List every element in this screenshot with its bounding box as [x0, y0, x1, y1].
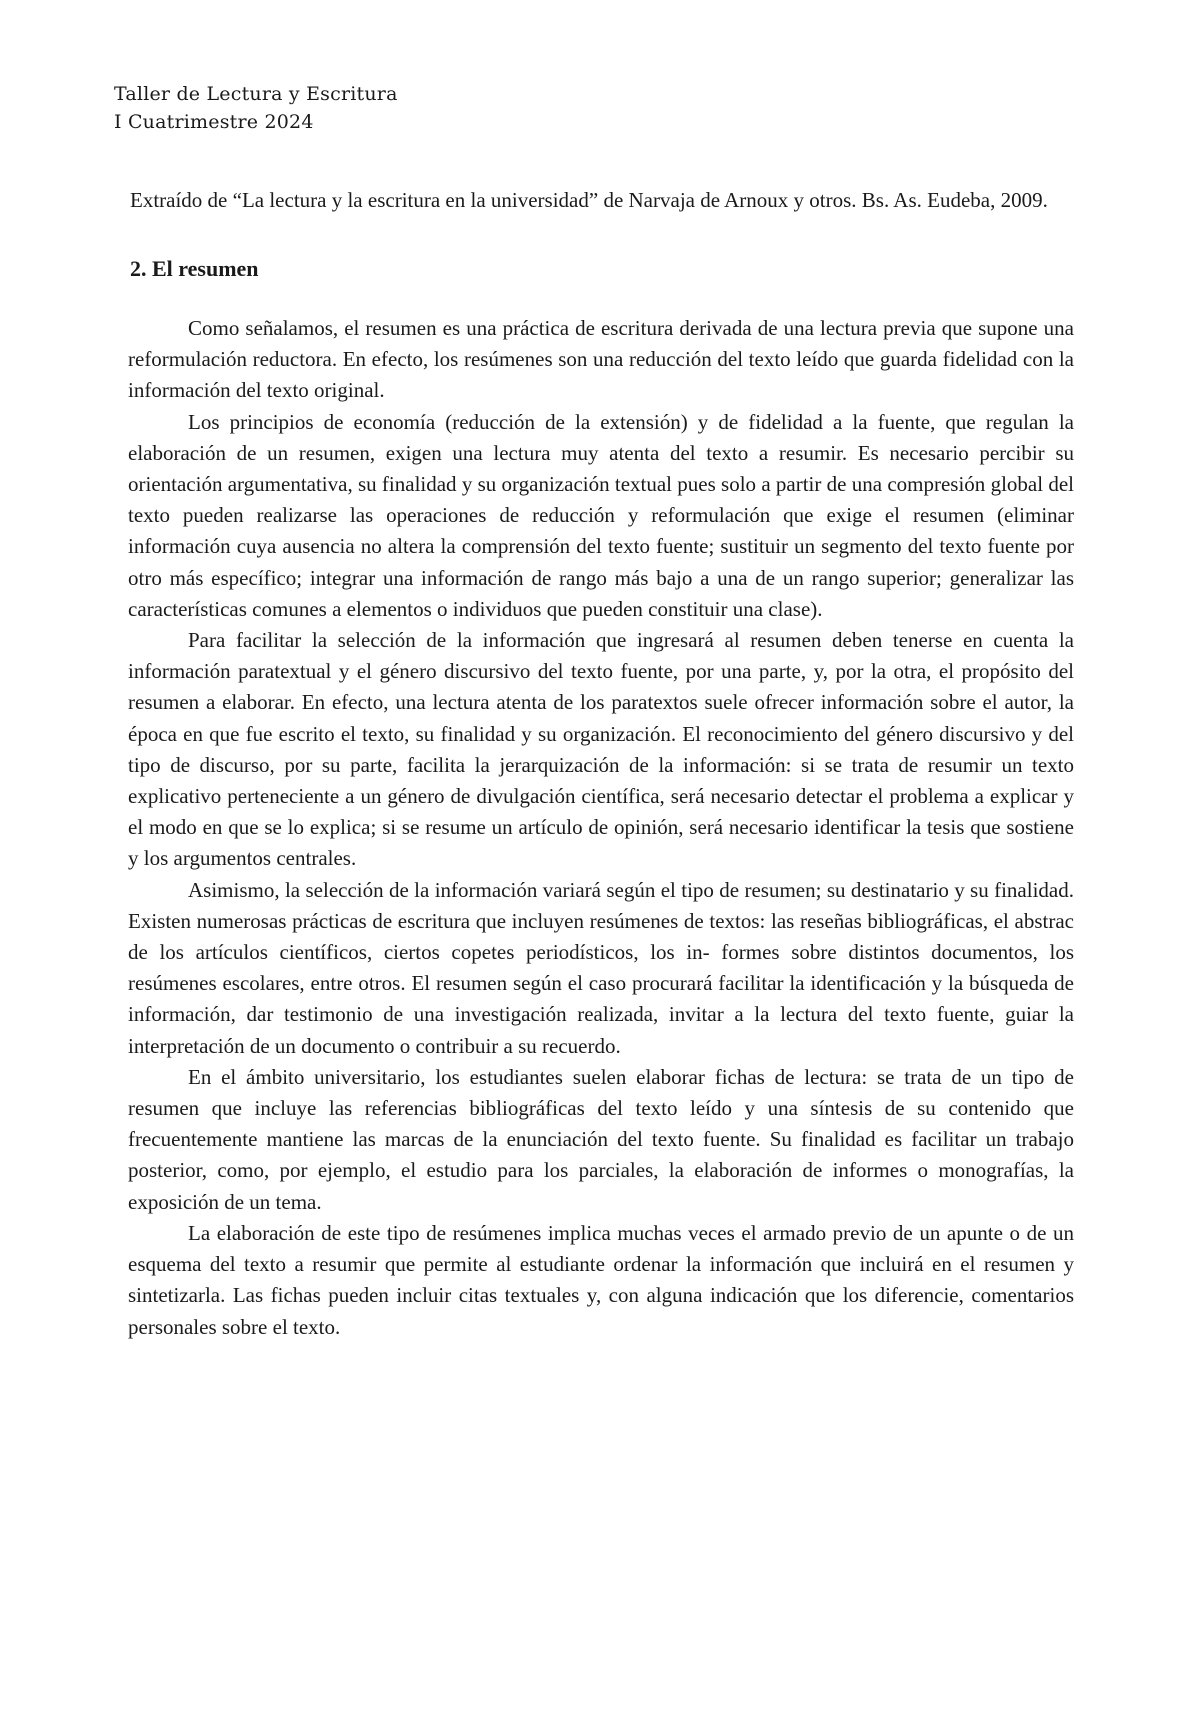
source-citation: Extraído de “La lectura y la escritura en la universidad” de Narvaja de Arnoux y otros. Bs. As. Eudeba, 2009. — [130, 188, 1048, 212]
course-header — [114, 80, 398, 136]
section-title: 2. El resumen — [130, 256, 259, 281]
course-title: Taller de Lectura y Escritura — [114, 83, 398, 105]
paragraph: Para facilitar la selección de la información que ingresará al resumen deben tenerse en cuenta la información paratextual y el género discursivo del texto fuente, por una parte, y, por la otra, el propósito del resumen a elaborar. En efecto, una lectura atenta de los paratextos suele ofrecer información sobre el autor, la época en que fue escrito el texto, su finalidad y su organización. El reconocimiento del género discursivo y del tipo de discurso, por su parte, facilita la jerarquización de la información: si se trata de resumir un texto explicativo perteneciente a un género de divulgación científica, será necesario detectar el problema a explicar y el modo en que se lo explica; si se resume un artículo de opinión, será necesario identificar la tesis que sostiene y los argumentos centrales. — [128, 628, 1074, 871]
paragraph: Los principios de economía (reducción de la extensión) y de fidelidad a la fuente, que regulan la elaboración de un resumen, exigen una lectura muy atenta del texto a resumir. Es necesario percibir su orientación argumentativa, su finalidad y su organización textual pues solo a partir de una compresión global del texto pueden realizarse las operaciones de reducción y reformulación que exige el resumen (eliminar información cuya ausencia no altera la comprensión del texto fuente; sustituir un segmento del texto fuente por otro más específico; integrar una información de rango más bajo a una de un rango superior; generalizar las características comunes a elementos o individuos que pueden constituir una clase). — [128, 409, 1074, 621]
paragraph: En el ámbito universitario, los estudiantes suelen elaborar fichas de lectura: se trata de un tipo de resumen que incluye las referencias bibliográficas del texto leído y una síntesis de su contenido que frecuentemente mantiene las marcas de la enunciación del texto fuente. Su finalidad es facilitar un trabajo posterior, como, por ejemplo, el estudio para los parciales, la elaboración de informes o monografías, la exposición de un tema. — [128, 1064, 1074, 1214]
body-text — [128, 313, 1074, 1343]
paragraph: Como señalamos, el resumen es una práctica de escritura derivada de una lectura previa que supone una reformulación reductora. En efecto, los resúmenes son una reducción del texto leído que guarda fidelidad con la información del texto original. — [128, 316, 1074, 403]
paragraph: Asimismo, la selección de la información variará según el tipo de resumen; su destinatario y su finalidad. Existen numerosas prácticas de escritura que incluyen resúmenes de textos: las reseñas bibliográficas, el abstrac de los artículos científicos, ciertos copetes periodísticos, los in- formes sobre distintos documentos, los resúmenes escolares, entre otros. El resumen según el caso procurará facilitar la identificación y la búsqueda de información, dar testimonio de una investigación realizada, invitar a la lectura del texto fuente, guiar la interpretación de un documento o contribuir a su recuerdo. — [128, 877, 1074, 1058]
course-term: I Cuatrimestre 2024 — [114, 111, 314, 133]
paragraph: La elaboración de este tipo de resúmenes implica muchas veces el armado previo de un apunte o de un esquema del texto a resumir que permite al estudiante ordenar la información que incluirá en el resumen y sintetizarla. Las fichas pueden incluir citas textuales y, con alguna indicación que los diferencie, comentarios personales sobre el texto. — [128, 1220, 1074, 1339]
